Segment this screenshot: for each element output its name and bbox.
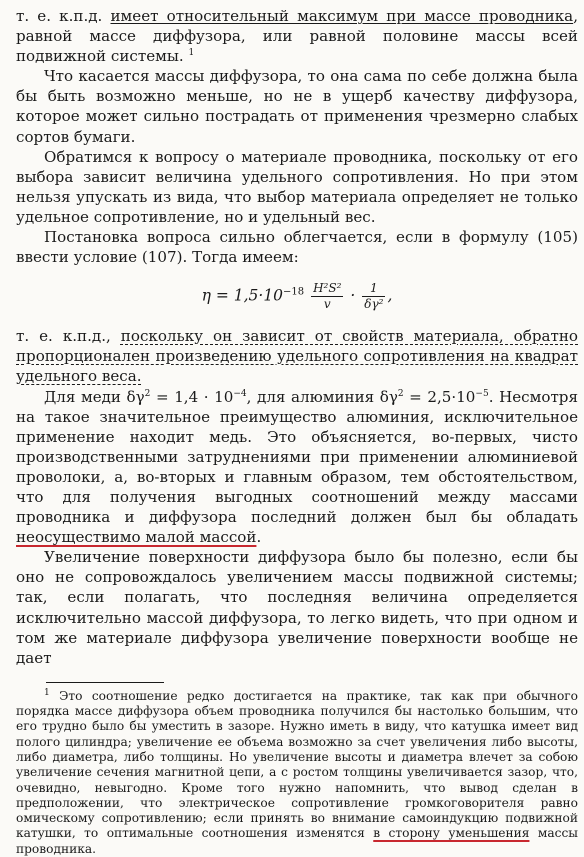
text-span: = 1,4 · 10 xyxy=(150,387,234,406)
superscript: 2 xyxy=(397,388,404,399)
footnote-mark[interactable]: 1 xyxy=(188,48,195,59)
formula-fraction-1 xyxy=(311,281,343,312)
text-span: , для алюминия δγ xyxy=(246,387,398,406)
text-span: Это соотношение редко достигается на практике, так как при обычного порядка массе диффузора объем проводника получился бы настолько большим, что его трудно было бы уместить в зазоре. Нужно иметь в виду, что катушка имеет вид полого цилиндра; увеличение ее объема возможно за счет увеличения либо высоты, либо диаметра, либо толщины. Но увеличение высоты и диаметра влечет за собою увеличение сечения магнитной цепи, а с ростом толщины увеличивается зазор, что, очевидно, невыгодно. Кроме того нужно напомнить, что вывод сделан в предположении, что электрическое сопротивление громкоговорителя равно омическому сопротивлению; если принять во внимание самоиндукцию подвижной катушки, то оптимальные соотношения изменятся xyxy=(16,688,578,841)
fraction-numerator: 1 xyxy=(362,281,385,297)
text-span: массы проводника. xyxy=(16,826,578,856)
footnote xyxy=(16,689,578,857)
formula-lhs: η = 1,5·10 xyxy=(201,286,284,305)
footnote-mark: 1 xyxy=(44,687,50,698)
red-underlined-phrase: в сторону уменьшения xyxy=(373,826,530,841)
fraction-denominator: v xyxy=(323,297,331,312)
text-span: Для меди δγ xyxy=(44,387,145,406)
formula-fraction-2 xyxy=(362,281,385,312)
formula-exponent: −18 xyxy=(283,286,305,298)
red-underlined-phrase: неосуществимо малой массой xyxy=(16,528,257,547)
text-span: = 2,5·10 xyxy=(403,387,476,406)
text-span: . xyxy=(256,528,262,547)
formula xyxy=(16,281,578,312)
paragraph-2: Что касается массы диффузора, то она сама по себе должна была бы быть возможно меньше, но не в ущерб качеству диффузора, которое может сильно пострадать от применения чрезмерно слабых сортов бумаги. xyxy=(16,67,578,146)
formula-comma: , xyxy=(387,286,393,305)
text-span: . Несмотря на такое значительное преимущество алюминия, исключительное применение находит медь. Это объясняется, во-первых, чисто производственными затруднениями при применении алюминиевой проволоки, а, во-вторых и главным образом, тем обстоятельством, что для получения выгодных соотношений между массами проводника и диффузора последний должен был бы обладать xyxy=(16,387,578,527)
underlined-phrase: поскольку он зависит от свойств материала, обратно пропорционален произведению удельного сопротивления на квадрат удельного веса. xyxy=(16,327,578,386)
text-span: т. е. к.п.д., xyxy=(16,327,121,346)
superscript: −5 xyxy=(475,388,489,399)
fraction-denominator: δγ² xyxy=(364,297,384,312)
footnote-separator xyxy=(46,682,164,683)
superscript: 2 xyxy=(144,388,151,399)
text-span: , равной массе диффузора, или равной половине массы всей подвижной системы. xyxy=(16,7,578,66)
fraction-numerator: H²S² xyxy=(313,281,342,296)
superscript: −4 xyxy=(233,388,247,399)
paragraph-4: Постановка вопроса сильно облегчается, если в формулу (105) ввести условие (107). Тогда имеем: xyxy=(16,228,578,267)
text-span: т. е. к.п.д. xyxy=(16,7,111,25)
paragraph-1 xyxy=(16,6,578,66)
paragraph-7: Увеличение поверхности диффузора было бы полезно, если бы оно не сопровождалось увеличением массы подвижной системы; так, если полагать, что последняя величина определяется исключительно массой диффузора, то легко видеть, что при одном и том же материале диффузора увеличение поверхности вообще не дает xyxy=(16,548,578,667)
paragraph-5 xyxy=(16,326,578,386)
formula-dot: · xyxy=(350,286,356,305)
underlined-phrase: имеет относительный максимум при массе проводника xyxy=(110,7,574,25)
paragraph-6 xyxy=(16,387,578,548)
paragraph-3: Обратимся к вопросу о материале проводника, поскольку от его выбора зависит величина удельного сопротивления. Но при этом нельзя упускать из вида, что выбор материала определяет не только удельное сопротивление, но и удельный вес. xyxy=(16,147,578,226)
